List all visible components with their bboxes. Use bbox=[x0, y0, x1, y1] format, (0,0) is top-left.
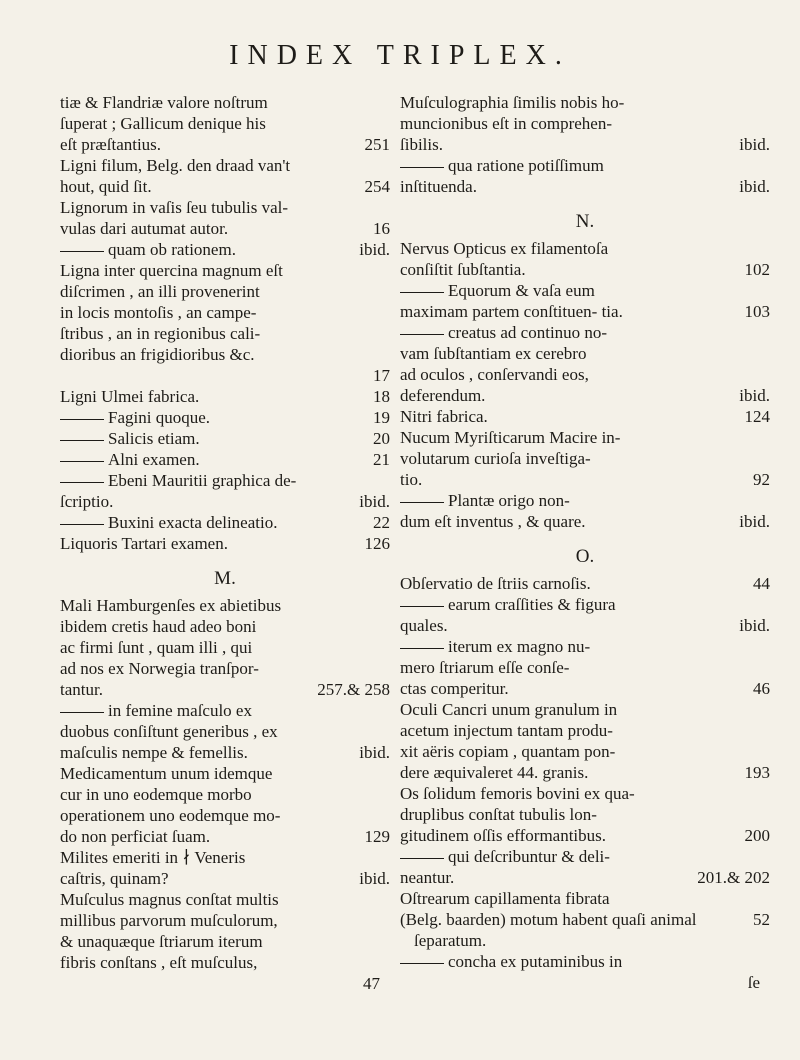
page-ref: ibid. bbox=[359, 240, 390, 259]
entry-line: Oculi Cancri unum granulum in bbox=[400, 700, 618, 719]
entry-last-line bbox=[400, 511, 770, 532]
page-ref: ibid. bbox=[739, 386, 770, 405]
entry-line: vam ſubſtantiam ex cerebro bbox=[400, 344, 587, 363]
entry-text: hout, quid ſit. bbox=[60, 177, 152, 196]
index-entry bbox=[60, 260, 390, 386]
entry-text: conſiſtit ſubſtantia. bbox=[400, 260, 526, 279]
entry-line: Milites emeriti in ∤ Veneris bbox=[60, 848, 246, 867]
running-head: INDEX TRIPLEX. bbox=[229, 40, 571, 71]
page-ref: ibid. bbox=[739, 616, 770, 635]
entry-text: quales. bbox=[400, 616, 448, 635]
page-ref: ibid. bbox=[739, 512, 770, 531]
page-ref: 102 bbox=[744, 260, 770, 279]
entry-line: volutarum curioſa inveſtiga- bbox=[400, 449, 591, 468]
index-entry bbox=[400, 888, 770, 951]
entry-text: (Belg. baarden) motum habent quaſi animal ſeparatum. bbox=[400, 910, 697, 950]
entry-line: xit aëris copiam , quantam pon- bbox=[400, 742, 616, 761]
entry-line: Oſtrearum capillamenta fibrata bbox=[400, 889, 610, 908]
entry-last-line bbox=[60, 134, 390, 155]
entry-line: qua ratione potiſſimum bbox=[414, 155, 770, 176]
entry-last-line bbox=[74, 239, 390, 260]
page-ref: 21 bbox=[373, 450, 390, 469]
entry-last-line bbox=[400, 678, 770, 699]
page-ref: 126 bbox=[364, 534, 390, 553]
page-ref: 257.& 258 bbox=[317, 680, 390, 699]
left-column bbox=[60, 92, 390, 994]
index-entry bbox=[60, 763, 390, 847]
entry-line: ſtribus , an in regionibus cali- bbox=[60, 324, 261, 343]
entry-last-line bbox=[400, 825, 770, 846]
entry-text: Buxini exacta delineatio. bbox=[74, 512, 277, 533]
section-letter: O. bbox=[575, 546, 595, 567]
page-ref: 17 bbox=[373, 366, 390, 385]
entry-last-line bbox=[400, 909, 770, 951]
entry-line: & unaquæque ſtriarum iterum bbox=[60, 932, 263, 951]
index-entry bbox=[400, 594, 770, 636]
entry-last-line bbox=[74, 428, 390, 449]
entry-line: muncionibus eſt in comprehen- bbox=[400, 114, 612, 133]
entry-line: duobus conſiſtunt generibus , ex bbox=[60, 722, 278, 741]
index-entry bbox=[60, 407, 390, 428]
entry-text: dum eſt inventus , & quare. bbox=[400, 512, 586, 531]
entry-text: Ligni Ulmei fabrica. bbox=[60, 387, 200, 406]
entry-last-line bbox=[400, 469, 770, 490]
repeat-dash bbox=[60, 712, 104, 713]
entry-line: Medicamentum unum idemque bbox=[60, 764, 273, 783]
index-entry bbox=[400, 783, 770, 846]
entry-last-line bbox=[400, 867, 770, 888]
page-ref: 92 bbox=[753, 470, 770, 489]
page-ref: 52 bbox=[753, 910, 770, 929]
entry-last-line bbox=[60, 533, 390, 554]
page-ref: 201.& 202 bbox=[697, 868, 770, 887]
entry-line: cur in uno eodemque morbo bbox=[60, 785, 252, 804]
repeat-dash bbox=[400, 606, 444, 607]
entry-line: ad nos ex Norwegia tranſpor- bbox=[60, 659, 259, 678]
page-ref: 200 bbox=[744, 826, 770, 845]
index-entry bbox=[60, 533, 390, 554]
page-ref: 251 bbox=[364, 135, 390, 154]
page-ref: ibid. bbox=[359, 492, 390, 511]
index-entry bbox=[400, 573, 770, 594]
entry-line: qui deſcribuntur & deli- bbox=[414, 846, 770, 867]
section-letter: M. bbox=[214, 568, 236, 589]
page-ref: 254 bbox=[364, 177, 390, 196]
index-entry bbox=[60, 428, 390, 449]
index-entry bbox=[60, 92, 390, 155]
entry-text: quam ob rationem. bbox=[74, 239, 236, 260]
repeat-dash bbox=[400, 334, 444, 335]
index-entry bbox=[400, 92, 770, 155]
entry-last-line bbox=[60, 176, 390, 197]
index-entry bbox=[60, 449, 390, 470]
page-ref: 16 bbox=[373, 219, 390, 238]
entry-last-line bbox=[400, 762, 770, 783]
entry-line: tiæ & Flandriæ valore noſtrum bbox=[60, 93, 268, 112]
entry-last-line bbox=[60, 386, 390, 407]
entry-line: druplibus conſtat tubulis lon- bbox=[400, 805, 597, 824]
entry-line: acetum injectum tantam produ- bbox=[400, 721, 613, 740]
entry-last-line bbox=[74, 512, 390, 533]
entry-line: Equorum & vaſa eum bbox=[414, 280, 770, 301]
repeat-dash bbox=[60, 419, 104, 420]
page-ref: 18 bbox=[373, 387, 390, 406]
page-ref: 19 bbox=[373, 408, 390, 427]
page-ref: 103 bbox=[744, 302, 770, 321]
repeat-dash bbox=[60, 524, 104, 525]
index-entry bbox=[60, 155, 390, 197]
entry-last-line bbox=[400, 385, 770, 406]
entry-line: ſuperat ; Gallicum denique his bbox=[60, 114, 266, 133]
index-entry bbox=[400, 699, 770, 783]
entry-text: Liquoris Tartari examen. bbox=[60, 534, 228, 553]
page-ref: 20 bbox=[373, 429, 390, 448]
repeat-dash bbox=[400, 648, 444, 649]
entry-text: Fagini quoque. bbox=[74, 407, 210, 428]
index-entry bbox=[400, 406, 770, 427]
entry-last-line bbox=[60, 679, 390, 700]
index-entry bbox=[60, 239, 390, 260]
entry-text: tantur. bbox=[60, 680, 103, 699]
entry-line: Ligna inter quercina magnum eſt bbox=[60, 261, 283, 280]
entry-line: creatus ad continuo no- bbox=[414, 322, 770, 343]
entry-line: Ligni filum, Belg. den draad van't bbox=[60, 156, 291, 175]
page-ref: ibid. bbox=[359, 869, 390, 888]
index-entry bbox=[400, 238, 770, 280]
entry-last-line bbox=[400, 406, 770, 427]
index-entry bbox=[60, 386, 390, 407]
entry-text: caſtris, quinam? bbox=[60, 869, 169, 888]
entry-text: ctas comperitur. bbox=[400, 679, 509, 698]
index-entry bbox=[400, 636, 770, 699]
entry-text: Alni examen. bbox=[74, 449, 200, 470]
page-ref: 46 bbox=[753, 679, 770, 698]
right-column bbox=[400, 92, 770, 993]
repeat-dash bbox=[60, 440, 104, 441]
entry-last-line bbox=[400, 176, 770, 197]
entry-text: Obſervatio de ſtriis carnoſis. bbox=[400, 574, 591, 593]
entry-last-line bbox=[400, 573, 770, 594]
entry-line: in femine maſculo ex bbox=[74, 700, 390, 721]
entry-line: Nucum Myriſticarum Macire in- bbox=[400, 428, 621, 447]
page-ref: ibid. bbox=[739, 177, 770, 196]
index-entry bbox=[60, 595, 390, 700]
entry-line: Ebeni Mauritii graphica de- bbox=[74, 470, 390, 491]
entry-text: vulas dari autumat autor. bbox=[60, 219, 229, 238]
catchword: ſe bbox=[747, 973, 760, 992]
index-entry bbox=[400, 846, 770, 888]
index-entry bbox=[400, 280, 770, 322]
entry-last-line bbox=[60, 218, 390, 239]
entry-line: diſcrimen , an illi provenerint bbox=[60, 282, 260, 301]
entry-text: fibris conſtans , eſt muſculus, bbox=[60, 953, 258, 972]
repeat-dash bbox=[60, 482, 104, 483]
index-entry bbox=[60, 847, 390, 889]
repeat-dash bbox=[400, 963, 444, 964]
entry-line: millibus parvorum muſculorum, bbox=[60, 911, 278, 930]
entry-text: do non perficiat ſuam. bbox=[60, 827, 211, 846]
index-entry bbox=[400, 490, 770, 532]
index-entry bbox=[60, 197, 390, 239]
page-ref: ibid. bbox=[739, 135, 770, 154]
page-ref: 129 bbox=[364, 827, 390, 846]
entry-text: tio. bbox=[400, 470, 423, 489]
entry-line: Plantæ origo non- bbox=[414, 490, 770, 511]
page-ref: ibid. bbox=[359, 743, 390, 762]
entry-line: ac firmi ſunt , quam illi , qui bbox=[60, 638, 253, 657]
entry-text: ſcriptio. bbox=[60, 492, 114, 511]
entry-text: maximam partem conſtituen- tia. bbox=[400, 302, 623, 321]
entry-last-line bbox=[400, 259, 770, 280]
index-entry bbox=[400, 951, 770, 972]
entry-line: Muſculus magnus conſtat multis bbox=[60, 890, 279, 909]
entry-line: Lignorum in vaſis ſeu tubulis val- bbox=[60, 198, 289, 217]
entry-line: Os ſolidum femoris bovini ex qua- bbox=[400, 784, 635, 803]
page-ref bbox=[384, 952, 390, 973]
entry-line: Mali Hamburgenſes ex abietibus bbox=[60, 596, 282, 615]
page-ref: 44 bbox=[753, 574, 770, 593]
entry-text: Nitri fabrica. bbox=[400, 407, 488, 426]
index-entry bbox=[60, 889, 390, 973]
page-ref: 22 bbox=[373, 513, 390, 532]
entry-last-line bbox=[60, 742, 390, 763]
catchword: 47 bbox=[363, 974, 380, 993]
repeat-dash bbox=[400, 858, 444, 859]
entry-last-line bbox=[74, 407, 390, 428]
entry-text: ſibilis. bbox=[400, 135, 443, 154]
entry-text: deferendum. bbox=[400, 386, 486, 405]
repeat-dash bbox=[400, 167, 444, 168]
entry-line: dioribus an frigidioribus &c. bbox=[60, 345, 255, 364]
entry-last-line bbox=[60, 952, 390, 973]
entry-last-line bbox=[400, 301, 770, 322]
index-entry bbox=[60, 470, 390, 512]
page-ref: 193 bbox=[744, 763, 770, 782]
entry-line: mero ſtriarum eſſe conſe- bbox=[400, 658, 570, 677]
entry-text: neantur. bbox=[400, 868, 455, 887]
entry-line: iterum ex magno nu- bbox=[414, 636, 770, 657]
section-letter: N. bbox=[575, 211, 595, 232]
index-entry bbox=[60, 512, 390, 533]
entry-line: ibidem cretis haud adeo boni bbox=[60, 617, 257, 636]
entry-last-line bbox=[400, 615, 770, 636]
index-entry bbox=[60, 700, 390, 763]
entry-line: in locis montoſis , an campe- bbox=[60, 303, 257, 322]
entry-line: earum craſſities & figura bbox=[414, 594, 770, 615]
entry-text: inſtituenda. bbox=[400, 177, 477, 196]
entry-text: dere æquivaleret 44. granis. bbox=[400, 763, 589, 782]
entry-line: Muſculographia ſimilis nobis ho- bbox=[400, 93, 625, 112]
entry-last-line bbox=[60, 491, 390, 512]
repeat-dash bbox=[60, 461, 104, 462]
repeat-dash bbox=[400, 502, 444, 503]
entry-line: Nervus Opticus ex filamentoſa bbox=[400, 239, 609, 258]
entry-line: operationem uno eodemque mo- bbox=[60, 806, 281, 825]
entry-text: Salicis etiam. bbox=[74, 428, 200, 449]
entry-line: concha ex putaminibus in bbox=[414, 951, 770, 972]
entry-text: gitudinem oſſis efformantibus. bbox=[400, 826, 607, 845]
entry-last-line bbox=[60, 826, 390, 847]
entry-last-line bbox=[400, 134, 770, 155]
repeat-dash bbox=[400, 292, 444, 293]
page-ref: 124 bbox=[744, 407, 770, 426]
index-entry bbox=[400, 322, 770, 406]
index-entry bbox=[400, 155, 770, 197]
entry-text: eſt præſtantius. bbox=[60, 135, 162, 154]
entry-line: ad oculos , conſervandi eos, bbox=[400, 365, 589, 384]
repeat-dash bbox=[60, 251, 104, 252]
entry-text: maſculis nempe & femellis. bbox=[60, 743, 248, 762]
entry-last-line bbox=[74, 449, 390, 470]
index-entry bbox=[400, 427, 770, 490]
entry-last-line bbox=[74, 365, 390, 386]
entry-last-line bbox=[60, 868, 390, 889]
